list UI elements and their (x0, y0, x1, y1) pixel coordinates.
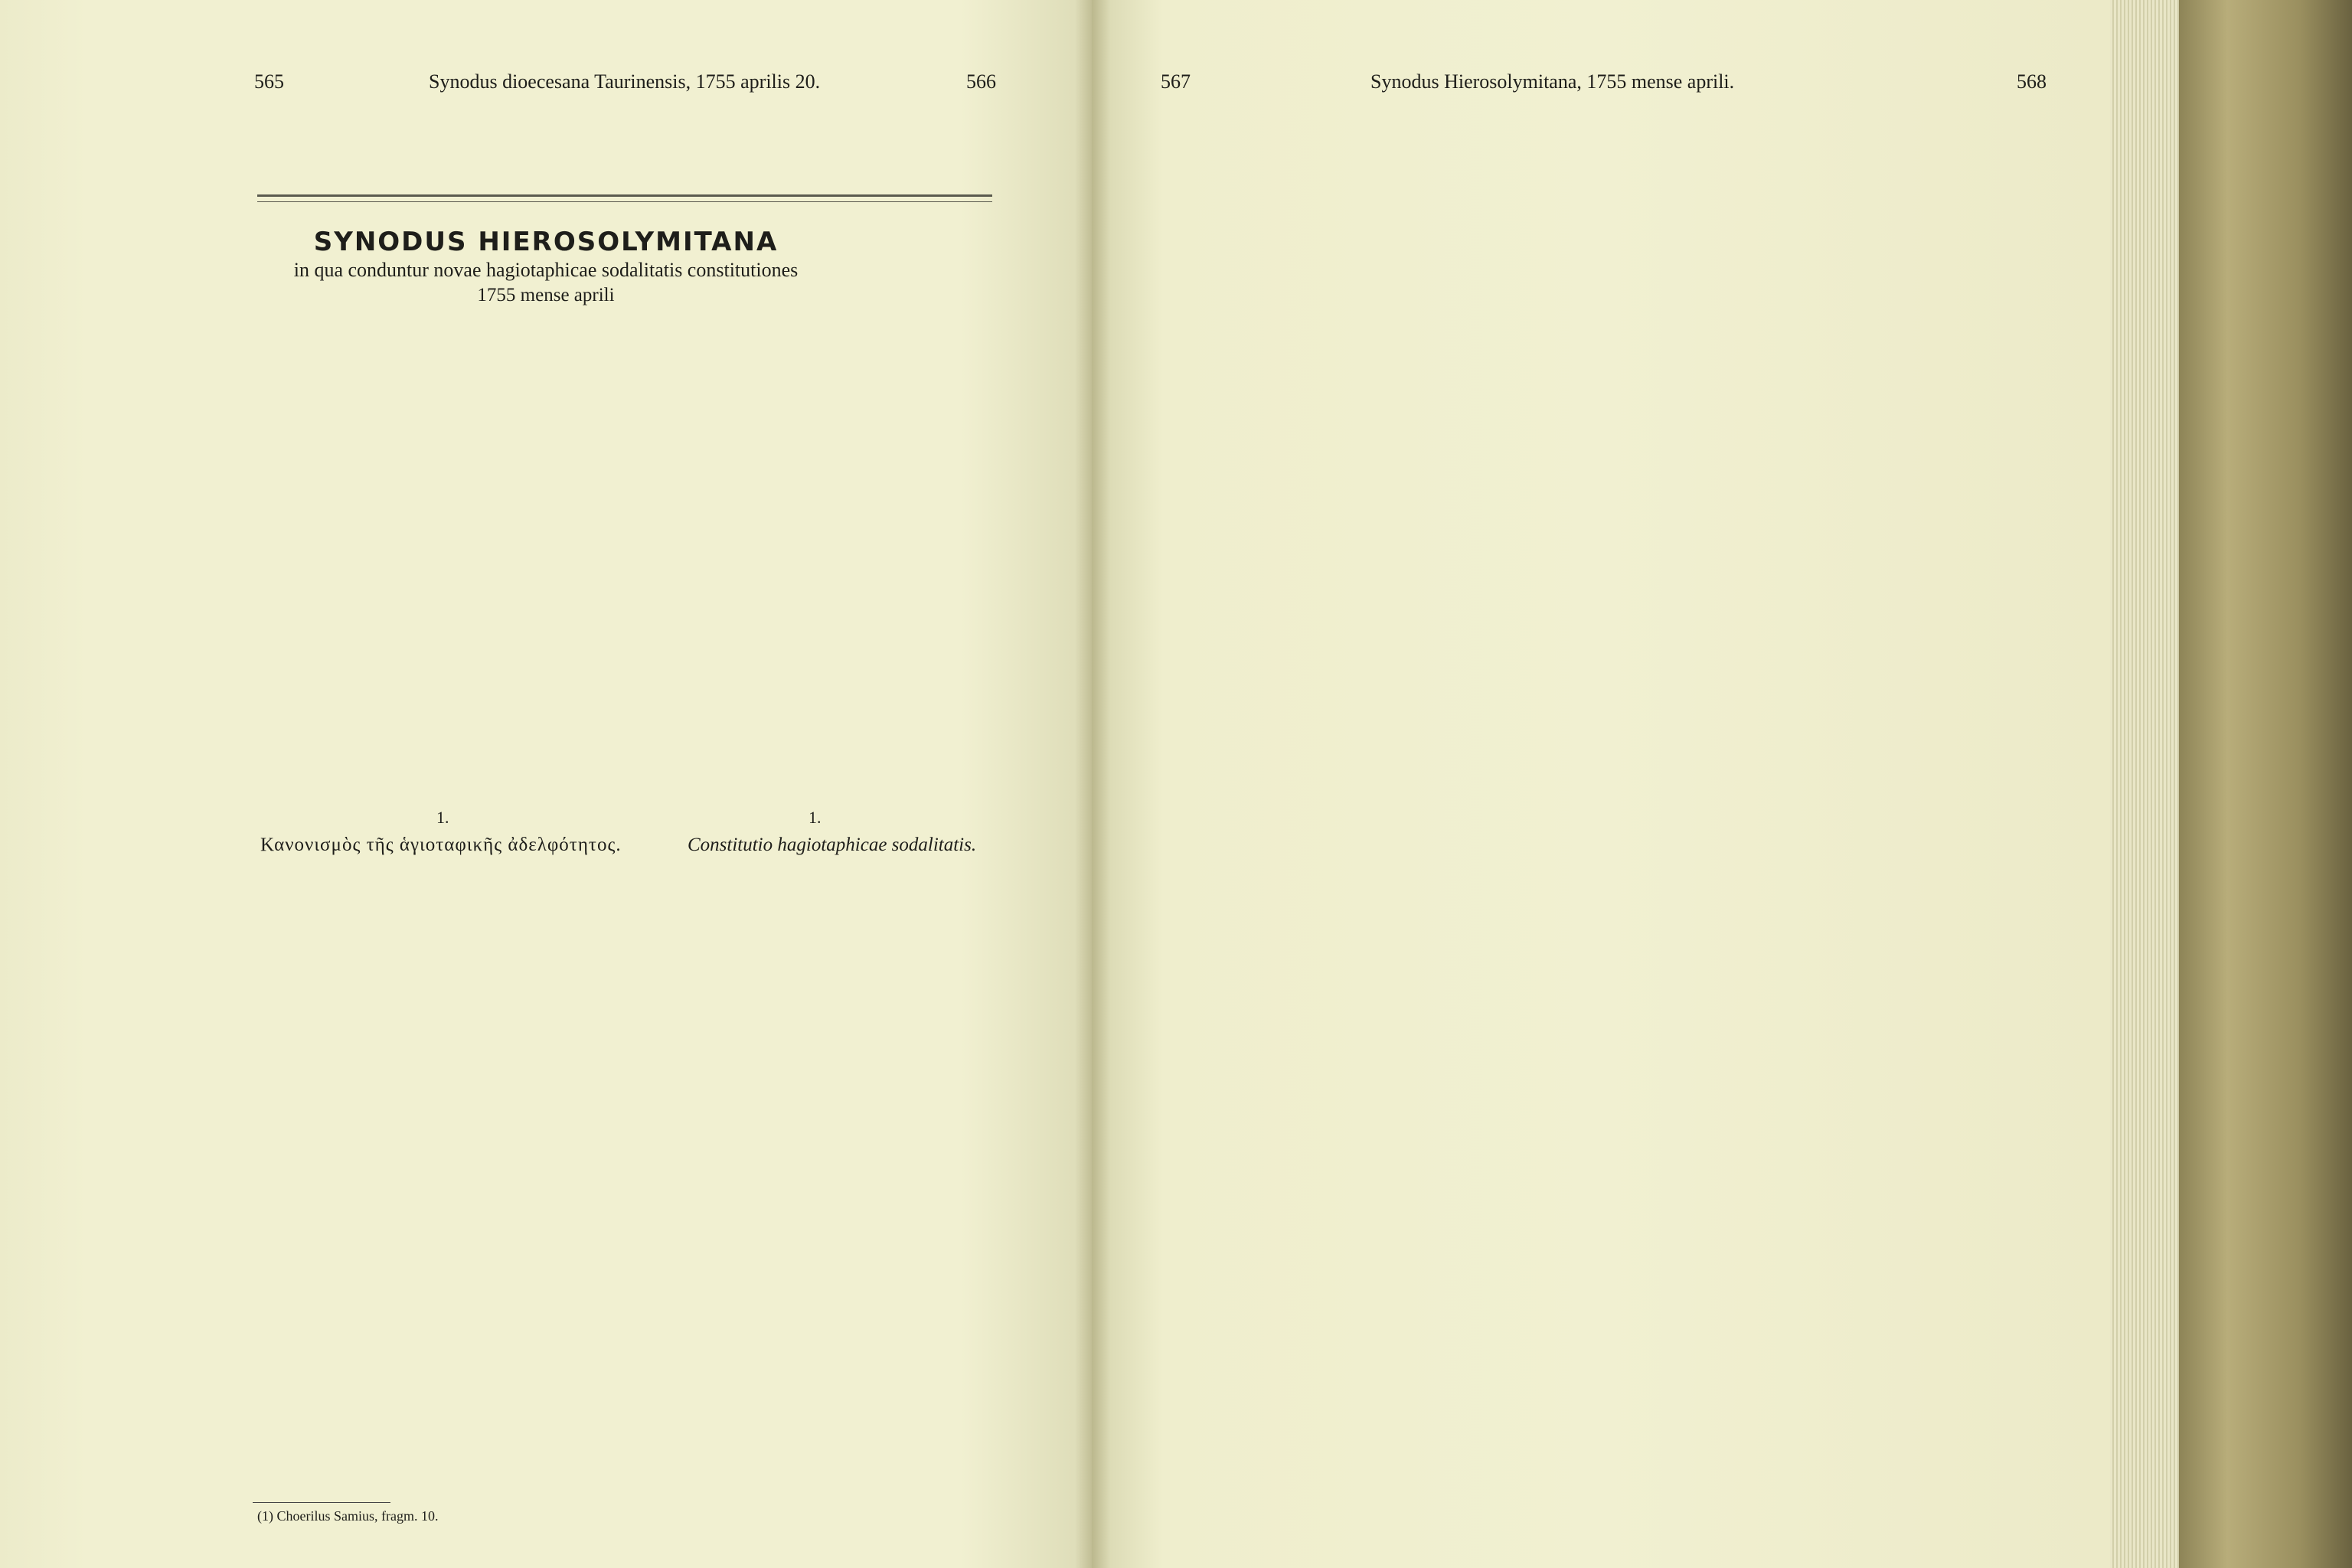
latin-column-heading: Constitutio hagiotaphicae sodalitatis. (688, 835, 977, 855)
folio-567: 567 (1161, 70, 1191, 93)
chapter-numeral-latin: 1. (808, 808, 822, 827)
running-head-right: Synodus Hierosolymitana, 1755 mense aprili. (1370, 70, 1735, 93)
book-spine (2179, 0, 2352, 1568)
book-gutter (1075, 0, 1110, 1568)
synod-date: 1755 mense aprili (477, 285, 615, 305)
footnote-rule (253, 1502, 390, 1503)
right-page (1092, 0, 2110, 1568)
page-edges (2110, 0, 2179, 1568)
title-rule (257, 194, 992, 202)
chapter-numeral-greek: 1. (436, 808, 449, 827)
greek-column-heading: Κανονισμὸς τῆς ἁγιοταφικῆς ἀδελφότητος. (260, 835, 622, 855)
footnote: (1) Choerilus Samius, fragm. 10. (257, 1508, 439, 1524)
folio-565: 565 (254, 70, 284, 93)
running-head-left: Synodus dioecesana Taurinensis, 1755 aprilis 20. (429, 70, 821, 93)
synod-subtitle: in qua conduntur novae hagiotaphicae sodalitatis constitutiones (293, 259, 799, 281)
folio-568: 568 (2017, 70, 2047, 93)
synod-title: SYNODUS HIEROSOLYMITANA (313, 227, 779, 257)
folio-566: 566 (966, 70, 996, 93)
left-page (0, 0, 1092, 1568)
